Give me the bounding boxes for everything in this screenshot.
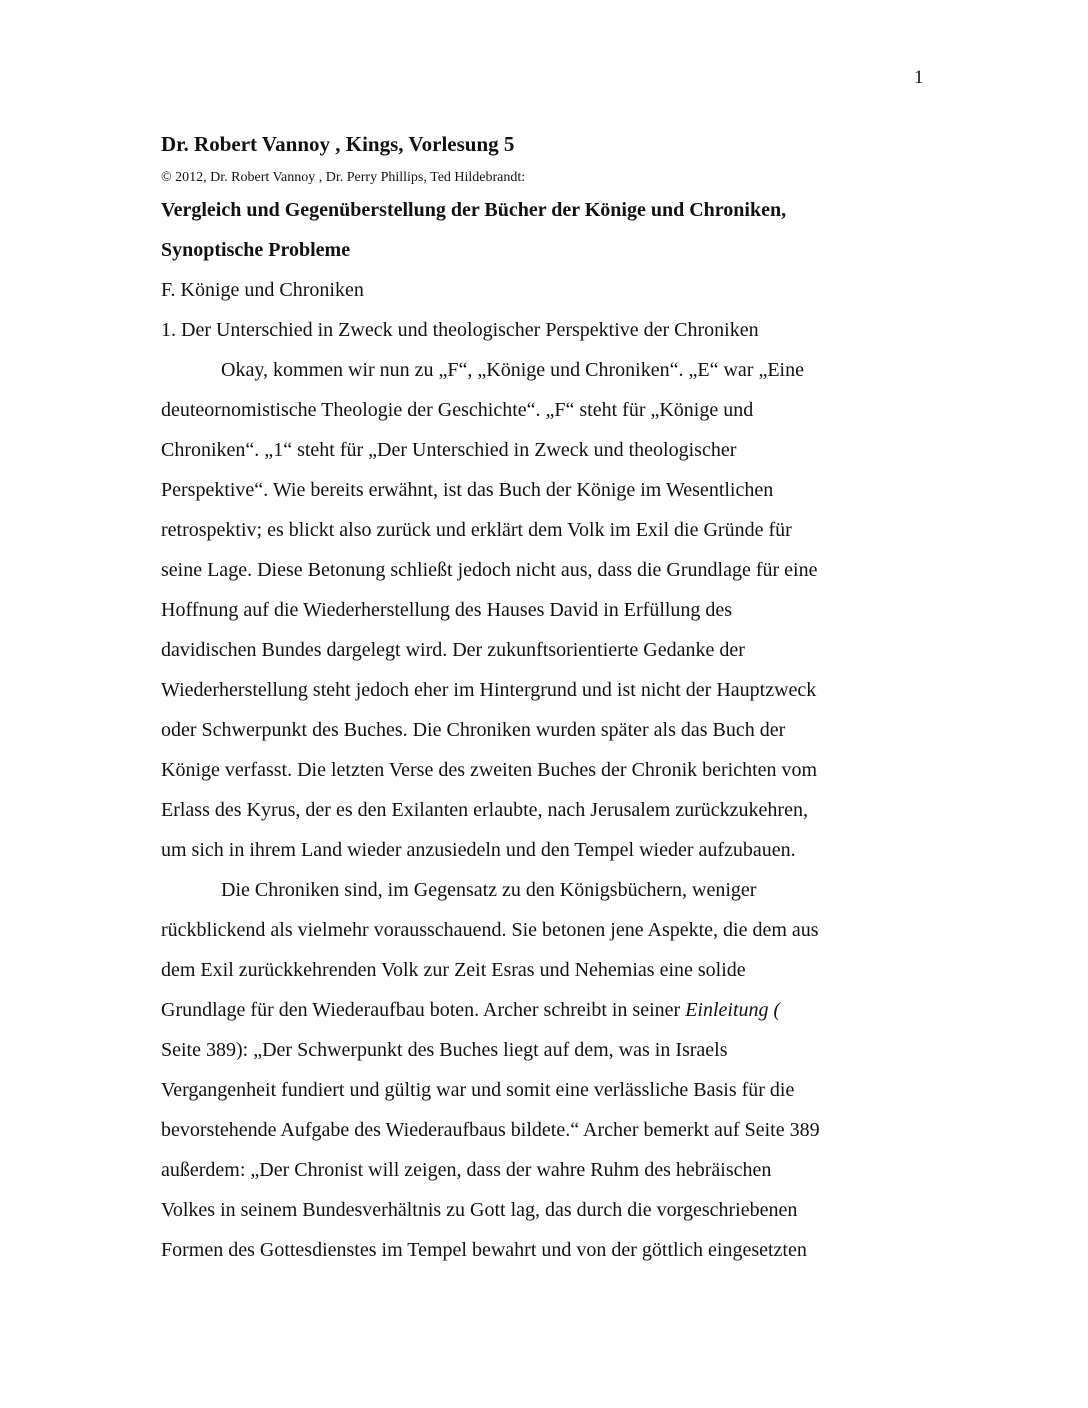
paragraph-line: Wiederherstellung steht jedoch eher im Hintergrund und ist nicht der Hauptzweck: [161, 679, 817, 701]
paragraph-line: dem Exil zurückkehrenden Volk zur Zeit Esras und Nehemias eine solide: [161, 959, 746, 981]
subtitle-line: Vergleich und Gegenüberstellung der Bücher der Könige und Chroniken,: [161, 199, 787, 221]
paragraph-line: Vergangenheit fundiert und gültig war und somit eine verlässliche Basis für die: [161, 1079, 795, 1101]
paragraph-line: Könige verfasst. Die letzten Verse des zweiten Buches der Chronik berichten vom: [161, 759, 818, 781]
section-heading: F. Könige und Chroniken: [161, 279, 364, 301]
paragraph-line: Seite 389): „Der Schwerpunkt des Buches liegt auf dem, was in Israels: [161, 1039, 728, 1061]
subtitle: [161, 190, 941, 270]
paragraph-1: [161, 350, 941, 870]
paragraph-line: deuteornomistische Theologie der Geschichte“. „F“ steht für „Könige und: [161, 399, 754, 421]
subsection-heading: 1. Der Unterschied in Zweck und theologischer Perspektive der Chroniken: [161, 319, 759, 341]
document-title: Dr. Robert Vannoy , Kings, Vorlesung 5: [161, 132, 515, 156]
paragraph-line: Okay, kommen wir nun zu „F“, „Könige und Chroniken“. „E“ war „Eine: [221, 359, 804, 381]
paragraph-line: Formen des Gottesdienstes im Tempel bewahrt und von der göttlich eingesetzten: [161, 1239, 807, 1261]
paragraph-line: um sich in ihrem Land wieder anzusiedeln und den Tempel wieder aufzubauen.: [161, 839, 796, 861]
paragraph-line: Chroniken“. „1“ steht für „Der Unterschied in Zweck und theologischer: [161, 439, 737, 461]
paragraph-text: Grundlage für den Wiederaufbau boten. Archer schreibt in seiner: [161, 999, 686, 1021]
paragraph-line: seine Lage. Diese Betonung schließt jedoch nicht aus, dass die Grundlage für eine: [161, 559, 818, 581]
paragraph-line: bevorstehende Aufgabe des Wiederaufbaus bildete.“ Archer bemerkt auf Seite 389: [161, 1119, 820, 1141]
paragraph-line: retrospektiv; es blickt also zurück und erklärt dem Volk im Exil die Gründe für: [161, 519, 792, 541]
paragraph-2: [161, 870, 941, 1270]
paragraph-line: [161, 990, 941, 1030]
paragraph-line: außerdem: „Der Chronist will zeigen, dass der wahre Ruhm des hebräischen: [161, 1159, 772, 1181]
paragraph-line: Die Chroniken sind, im Gegensatz zu den Königsbüchern, weniger: [221, 879, 757, 901]
page-number: 1: [914, 67, 924, 88]
subtitle-line: Synoptische Probleme: [161, 239, 351, 261]
paragraph-line: oder Schwerpunkt des Buches. Die Chroniken wurden später als das Buch der: [161, 719, 786, 741]
paragraph-line: Hoffnung auf die Wiederherstellung des Hauses David in Erfüllung des: [161, 599, 733, 621]
document-body: [161, 126, 941, 1270]
paragraph-line: rückblickend als vielmehr vorausschauend. Sie betonen jene Aspekte, die dem aus: [161, 919, 819, 941]
paragraph-line: Erlass des Kyrus, der es den Exilanten erlaubte, nach Jerusalem zurückzukehren,: [161, 799, 808, 821]
book-title-italic: Einleitung (: [685, 999, 781, 1021]
copyright-line: © 2012, Dr. Robert Vannoy , Dr. Perry Phillips, Ted Hildebrandt:: [161, 170, 526, 185]
paragraph-line: davidischen Bundes dargelegt wird. Der zukunftsorientierte Gedanke der: [161, 639, 745, 661]
paragraph-line: Volkes in seinem Bundesverhältnis zu Gott lag, das durch die vorgeschriebenen: [161, 1199, 798, 1221]
paragraph-line: Perspektive“. Wie bereits erwähnt, ist das Buch der Könige im Wesentlichen: [161, 479, 774, 501]
